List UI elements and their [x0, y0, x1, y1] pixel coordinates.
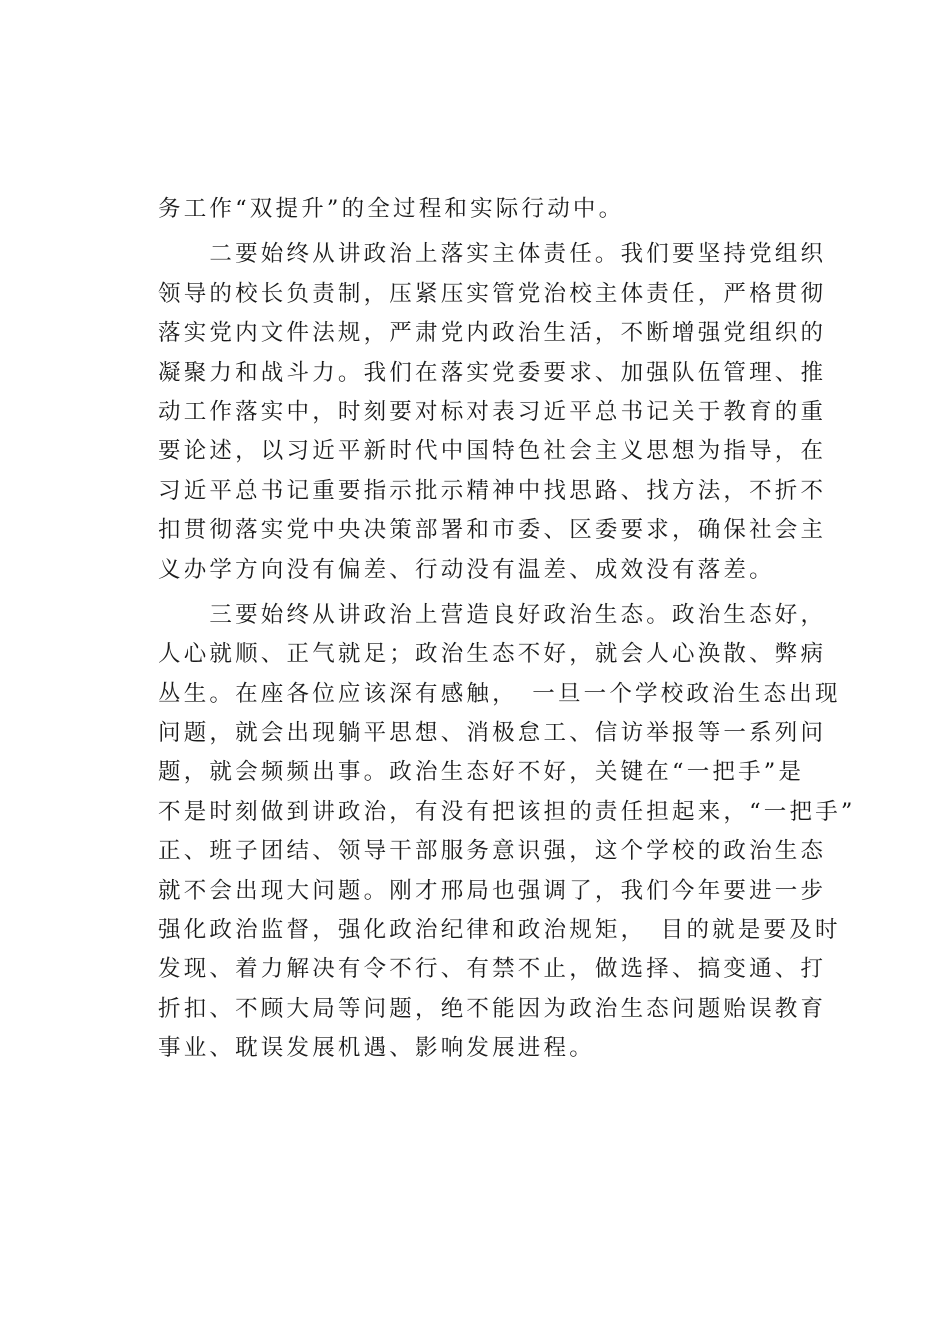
text-line: 落实党内文件法规，严肃党内政治生活，不断增强党组织的 — [158, 320, 827, 347]
text-line: 事业、耽误发展机遇、影响发展进程。 — [158, 1035, 595, 1062]
text-line: 正、班子团结、领导干部服务意识强，这个学校的政治生态 — [158, 838, 827, 865]
text-line: 问题，就会出现躺平思想、消极怠工、信访举报等一系列问 — [158, 720, 827, 747]
text-line: 就不会出现大问题。刚才邢局也强调了，我们今年要进一步 — [158, 877, 827, 904]
text-line: 人心就顺、正气就足；政治生态不好，就会人心涣散、弊病 — [158, 641, 827, 668]
text-line: 题，就会频频出事。政治生态好不好，关键在“一把手”是 — [158, 759, 805, 786]
paragraph-1 — [158, 190, 822, 229]
text-line: 动工作落实中，时刻要对标对表习近平总书记关于教育的重 — [158, 398, 827, 425]
text-line: 务工作“双提升”的全过程和实际行动中。 — [158, 196, 625, 222]
paragraph-2 — [158, 235, 827, 590]
text-line: 折扣、不顾大局等问题，绝不能因为政治生态问题贻误教育 — [158, 995, 827, 1022]
text-line: 凝聚力和战斗力。我们在落实党委要求、加强队伍管理、推 — [158, 359, 827, 386]
text-line: 发现、着力解决有令不行、有禁不止，做选择、搞变通、打 — [158, 956, 827, 983]
paragraph-3 — [158, 596, 856, 1069]
text-line: 要论述，以习近平新时代中国特色社会主义思想为指导，在 — [158, 438, 827, 465]
document-body — [158, 190, 856, 1069]
text-line: 二要始终从讲政治上落实主体责任。我们要坚持党组织 — [158, 241, 827, 268]
text-line: 三要始终从讲政治上营造良好政治生态。政治生态好， — [158, 601, 827, 628]
text-line: 丛生。在座各位应该深有感触， 一旦一个学校政治生态出现 — [158, 680, 841, 707]
text-line: 强化政治监督，强化政治纪律和政治规矩， 目的就是要及时 — [158, 917, 841, 944]
text-line: 不是时刻做到讲政治，有没有把该担的责任担起来，“一把手” — [158, 798, 856, 825]
text-line: 扣贯彻落实党中央决策部署和市委、区委要求，确保社会主 — [158, 517, 827, 544]
text-line: 义办学方向没有偏差、行动没有温差、成效没有落差。 — [158, 556, 775, 583]
text-line: 习近平总书记重要指示批示精神中找思路、找方法，不折不 — [158, 477, 827, 504]
text-line: 领导的校长负责制，压紧压实管党治校主体责任，严格贯彻 — [158, 280, 827, 307]
